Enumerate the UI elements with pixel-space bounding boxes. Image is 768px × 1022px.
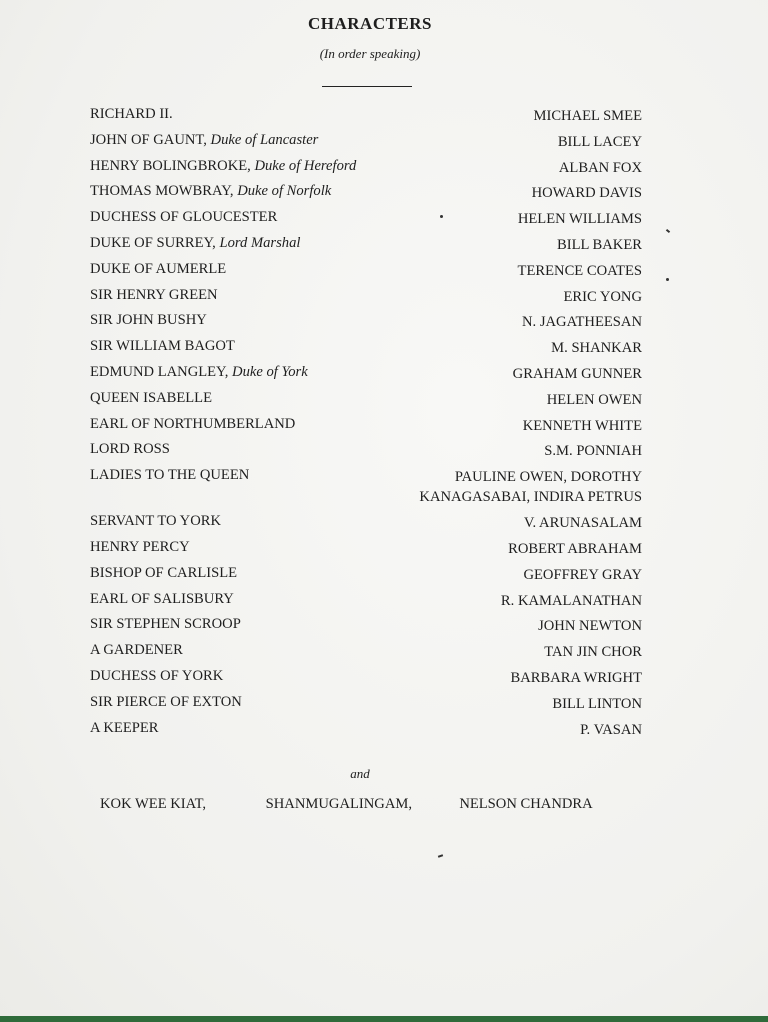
actor-line: ROBERT ABRAHAM <box>508 540 642 557</box>
cast-row <box>0 364 768 390</box>
cast-row <box>0 591 768 617</box>
actor-line: HELEN WILLIAMS <box>517 211 642 228</box>
character-role: RICHARD II. <box>90 106 173 122</box>
actor-name <box>552 694 642 714</box>
actor-line: BILL LACEY <box>557 133 642 150</box>
character-name <box>90 183 331 200</box>
actor-name <box>532 183 642 203</box>
actor-line: MICHAEL SMEE <box>533 108 642 124</box>
actor-name <box>419 467 642 507</box>
character-title: Lord Marshal <box>219 234 301 251</box>
character-role: EDMUND LANGLEY, <box>90 363 229 380</box>
character-title: Duke of Norfolk <box>237 183 332 200</box>
actor-line: R. KAMALANATHAN <box>500 592 642 609</box>
character-name <box>90 106 173 123</box>
cast-row <box>0 416 768 442</box>
cast-row <box>0 158 768 184</box>
actor-line: P. VASAN <box>580 721 642 738</box>
cast-row <box>0 235 768 261</box>
character-name <box>90 591 234 608</box>
page-edge <box>0 1016 768 1022</box>
cast-row <box>0 467 768 513</box>
cast-row <box>0 106 768 132</box>
character-name <box>90 209 277 226</box>
cast-row <box>0 720 768 746</box>
character-role: SIR WILLIAM BAGOT <box>90 338 235 355</box>
actor-line: N. JAGATHEESAN <box>522 314 642 331</box>
character-name <box>90 668 223 685</box>
cast-row <box>0 668 768 694</box>
ink-speck <box>438 854 443 858</box>
actor-line: TERENCE COATES <box>517 262 642 279</box>
extra-name: NELSON CHANDRA <box>459 796 593 812</box>
character-name <box>90 235 300 252</box>
character-role: BISHOP OF CARLISLE <box>90 564 238 581</box>
actor-name <box>551 338 642 358</box>
actor-line: M. SHANKAR <box>551 340 642 357</box>
character-role: LORD ROSS <box>90 441 170 458</box>
actor-name <box>522 312 642 332</box>
character-name <box>90 312 207 329</box>
actor-name <box>518 209 642 229</box>
character-role: A GARDENER <box>90 642 183 659</box>
extras-line <box>100 796 593 813</box>
and-label: and <box>350 766 370 781</box>
character-name <box>90 565 237 582</box>
actor-name <box>558 132 642 152</box>
extra-name: SHANMUGALINGAM, <box>265 796 412 812</box>
page-title: CHARACTERS <box>307 14 433 33</box>
divider <box>322 86 412 87</box>
character-name <box>90 390 212 407</box>
actor-name <box>523 565 642 585</box>
character-role: SERVANT TO YORK <box>90 513 222 530</box>
actor-name <box>544 441 642 461</box>
character-role: SIR HENRY GREEN <box>90 286 218 303</box>
character-name <box>90 720 159 737</box>
character-name <box>90 261 226 278</box>
page-subtitle: (In order speaking) <box>319 46 421 61</box>
character-role: A KEEPER <box>90 719 159 736</box>
actor-line: S.M. PONNIAH <box>544 443 642 460</box>
cast-row <box>0 287 768 313</box>
cast-row <box>0 261 768 287</box>
cast-row <box>0 539 768 565</box>
cast-row <box>0 312 768 338</box>
cast-row <box>0 642 768 668</box>
actor-line: KANAGASABAI, INDIRA PETRUS <box>419 489 642 506</box>
cast-row <box>0 694 768 720</box>
actor-line: BILL BAKER <box>557 236 642 253</box>
character-role: EARL OF SALISBURY <box>90 590 234 607</box>
character-role: HENRY BOLINGBROKE, <box>90 157 251 174</box>
ink-speck <box>440 215 443 218</box>
extra-name: KOK WEE KIAT, <box>100 796 207 812</box>
character-title: Duke of York <box>232 363 308 380</box>
actor-line: BARBARA WRIGHT <box>510 669 642 686</box>
character-name <box>90 694 242 711</box>
character-name <box>90 616 241 633</box>
cast-row <box>0 390 768 416</box>
actor-line: GRAHAM GUNNER <box>512 365 642 382</box>
cast-row <box>0 183 768 209</box>
character-name <box>90 158 356 175</box>
character-role: DUKE OF SURREY, <box>90 234 216 251</box>
character-name <box>90 513 221 530</box>
actor-line: V. ARUNASALAM <box>523 515 642 532</box>
actor-name <box>557 235 642 255</box>
character-role: DUCHESS OF GLOUCESTER <box>90 209 278 226</box>
actor-line: HOWARD DAVIS <box>531 185 642 202</box>
character-role: SIR PIERCE OF EXTON <box>90 693 242 710</box>
actor-name <box>501 591 642 611</box>
character-name <box>90 416 295 433</box>
cast-row <box>0 132 768 158</box>
actor-line: ALBAN FOX <box>558 159 642 176</box>
actor-name <box>533 106 642 126</box>
actor-name <box>559 158 642 178</box>
character-title: Duke of Hereford <box>254 157 357 174</box>
character-name <box>90 132 318 149</box>
actor-line: GEOFFREY GRAY <box>523 566 642 583</box>
character-role: EARL OF NORTHUMBERLAND <box>90 415 296 432</box>
actor-name <box>508 539 642 559</box>
cast-row <box>0 565 768 591</box>
character-name <box>90 441 170 458</box>
character-role: DUKE OF AUMERLE <box>90 260 227 277</box>
actor-line: BILL LINTON <box>552 695 642 712</box>
actor-line: KENNETH WHITE <box>522 417 642 434</box>
character-role: DUCHESS OF YORK <box>90 667 224 684</box>
actor-name <box>580 720 642 740</box>
character-name <box>90 287 218 304</box>
cast-row <box>0 513 768 539</box>
actor-line: TAN JIN CHOR <box>544 644 642 661</box>
character-role: HENRY PERCY <box>90 538 190 555</box>
cast-row <box>0 209 768 235</box>
actor-line: HELEN OWEN <box>546 391 642 408</box>
ink-speck <box>666 278 669 281</box>
character-role: JOHN OF GAUNT, <box>90 131 207 148</box>
character-title: Duke of Lancaster <box>210 131 319 148</box>
actor-line: PAULINE OWEN, DOROTHY <box>454 469 642 486</box>
actor-name <box>513 364 642 384</box>
actor-line: ERIC YONG <box>563 288 642 305</box>
cast-list <box>0 106 768 745</box>
character-name <box>90 364 308 381</box>
cast-row <box>0 338 768 364</box>
cast-row <box>0 441 768 467</box>
actor-line: JOHN NEWTON <box>538 618 642 635</box>
character-name <box>90 338 235 355</box>
character-role: LADIES TO THE QUEEN <box>90 467 250 484</box>
actor-name <box>547 390 642 410</box>
cast-row <box>0 616 768 642</box>
character-role: THOMAS MOWBRAY, <box>90 183 234 200</box>
actor-name <box>538 616 642 636</box>
actor-name <box>518 261 642 281</box>
character-role: SIR JOHN BUSHY <box>90 312 207 329</box>
character-role: SIR STEPHEN SCROOP <box>90 616 241 633</box>
actor-name <box>563 287 642 307</box>
character-name <box>90 642 183 659</box>
actor-name <box>524 513 642 533</box>
character-name <box>90 539 190 556</box>
character-name <box>90 467 249 484</box>
character-role: QUEEN ISABELLE <box>90 389 213 406</box>
actor-name <box>523 416 642 436</box>
actor-name <box>511 668 643 688</box>
actor-name <box>544 642 642 662</box>
